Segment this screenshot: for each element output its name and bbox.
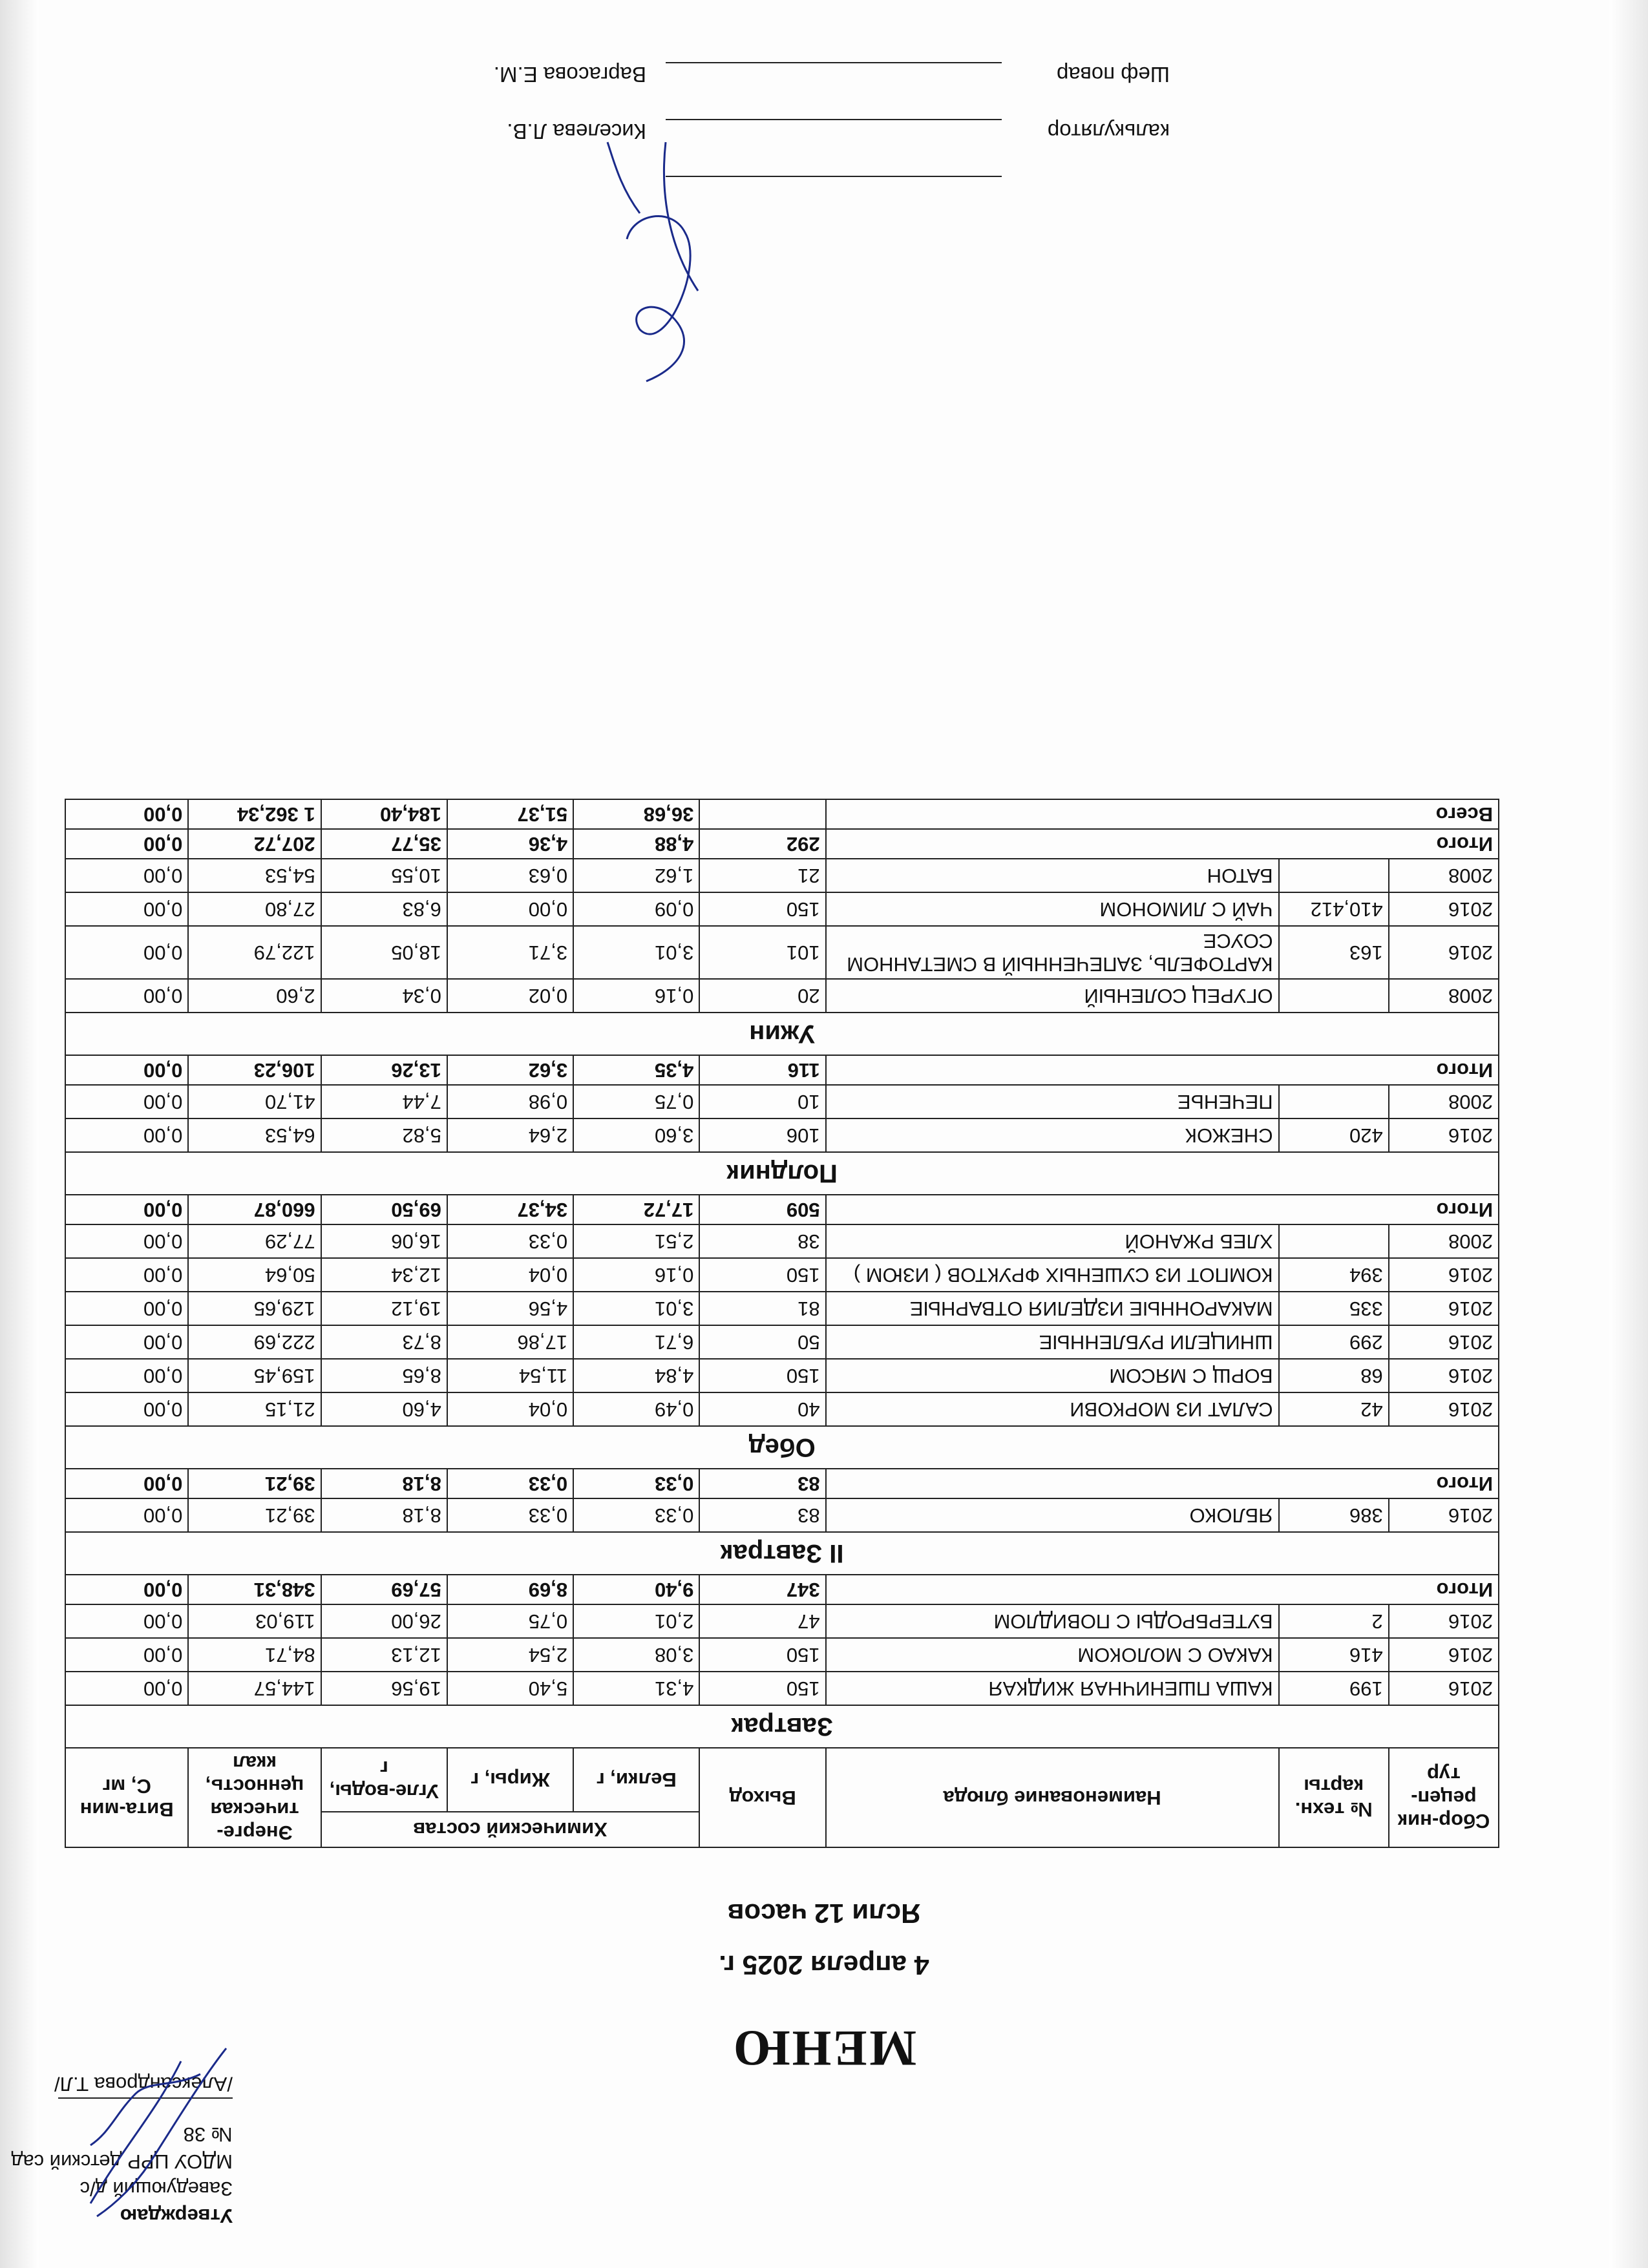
cell-dish-name: БОРЩ С МЯСОМ bbox=[826, 1359, 1279, 1392]
cell-dish-name: САЛАТ ИЗ МОРКОВИ bbox=[826, 1392, 1279, 1426]
cell-dish-name: ЯБЛОКО bbox=[826, 1498, 1279, 1532]
group-name: Ясли 12 часов bbox=[727, 1898, 921, 1929]
total-out: 347 bbox=[699, 1575, 825, 1604]
cell-source: 2008 bbox=[1389, 1224, 1499, 1258]
total-out: 509 bbox=[699, 1195, 825, 1224]
table-row bbox=[65, 1258, 1499, 1292]
header-output: Выход bbox=[699, 1748, 825, 1847]
cell-p: 1,62 bbox=[573, 859, 699, 892]
table-row bbox=[65, 926, 1499, 979]
cell-dish-name: ЧАЙ С ЛИМОНОМ bbox=[826, 892, 1279, 926]
cell-v: 0,00 bbox=[65, 1325, 188, 1359]
table-row bbox=[65, 1118, 1499, 1152]
grand-total-f: 51,37 bbox=[447, 799, 573, 829]
cell-v: 0,00 bbox=[65, 926, 188, 979]
section-title: II Завтрак bbox=[65, 1532, 1499, 1575]
cell-source: 2016 bbox=[1389, 1118, 1499, 1152]
total-v: 0,00 bbox=[65, 1055, 188, 1085]
cell-source: 2016 bbox=[1389, 1638, 1499, 1672]
cell-out: 20 bbox=[699, 979, 825, 1013]
cell-c: 0,34 bbox=[321, 979, 447, 1013]
cell-p: 2,01 bbox=[573, 1604, 699, 1638]
cell-e: 64,53 bbox=[188, 1118, 321, 1152]
cell-out: 21 bbox=[699, 859, 825, 892]
cell-card: 410,412 bbox=[1279, 892, 1389, 926]
cell-source: 2016 bbox=[1389, 1258, 1499, 1292]
cell-f: 0,33 bbox=[447, 1224, 573, 1258]
header-energy: Энерге-тическая ценность, ккал bbox=[188, 1748, 321, 1847]
total-p: 9,40 bbox=[573, 1575, 699, 1604]
total-f: 8,69 bbox=[447, 1575, 573, 1604]
cell-e: 119,03 bbox=[188, 1604, 321, 1638]
approval-org: МДОУ ЦРР детский сад № 38 bbox=[11, 2123, 233, 2173]
cell-card bbox=[1279, 859, 1389, 892]
cell-p: 3,01 bbox=[573, 926, 699, 979]
cell-p: 0,75 bbox=[573, 1085, 699, 1118]
cell-card bbox=[1279, 1224, 1389, 1258]
total-label: Итого bbox=[826, 1055, 1499, 1085]
total-p: 0,33 bbox=[573, 1469, 699, 1498]
calc-role: калькулятор bbox=[1047, 120, 1170, 143]
cell-e: 50,64 bbox=[188, 1258, 321, 1292]
cell-dish-name: БАТОН bbox=[826, 859, 1279, 892]
cell-v: 0,00 bbox=[65, 1258, 188, 1292]
grand-total-label: Всего bbox=[826, 799, 1499, 829]
cell-e: 2,60 bbox=[188, 979, 321, 1013]
chef-signature bbox=[562, 136, 776, 394]
total-c: 35,77 bbox=[321, 829, 447, 859]
cell-c: 19,12 bbox=[321, 1292, 447, 1325]
calc-name: Киселева Л.В. bbox=[507, 120, 646, 143]
cell-card: 299 bbox=[1279, 1325, 1389, 1359]
total-row bbox=[65, 1469, 1499, 1498]
table-row bbox=[65, 1604, 1499, 1638]
cell-v: 0,00 bbox=[65, 1498, 188, 1532]
cell-p: 0,16 bbox=[573, 1258, 699, 1292]
chef-name: Варгасова Е.М. bbox=[493, 63, 646, 87]
cell-f: 0,98 bbox=[447, 1085, 573, 1118]
total-label: Итого bbox=[826, 1469, 1499, 1498]
cell-c: 18,05 bbox=[321, 926, 447, 979]
table-row bbox=[65, 1292, 1499, 1325]
cell-f: 0,33 bbox=[447, 1498, 573, 1532]
cell-v: 0,00 bbox=[65, 892, 188, 926]
cell-v: 0,00 bbox=[65, 1224, 188, 1258]
cell-p: 2,51 bbox=[573, 1224, 699, 1258]
cell-v: 0,00 bbox=[65, 1292, 188, 1325]
cell-v: 0,00 bbox=[65, 1638, 188, 1672]
cell-out: 150 bbox=[699, 892, 825, 926]
cell-p: 4,31 bbox=[573, 1672, 699, 1705]
total-c: 57,69 bbox=[321, 1575, 447, 1604]
cell-dish-name: КОМПОТ ИЗ СУШЕНЫХ ФРУКТОВ ( ИЗЮМ ) bbox=[826, 1258, 1279, 1292]
table-row bbox=[65, 1085, 1499, 1118]
table-header-row bbox=[65, 1812, 1499, 1847]
cell-e: 159,45 bbox=[188, 1359, 321, 1392]
cell-source: 2008 bbox=[1389, 859, 1499, 892]
total-p: 17,72 bbox=[573, 1195, 699, 1224]
cell-card bbox=[1279, 1085, 1389, 1118]
cell-e: 129,65 bbox=[188, 1292, 321, 1325]
cell-v: 0,00 bbox=[65, 1604, 188, 1638]
cell-dish-name: ХЛЕБ РЖАНОЙ bbox=[826, 1224, 1279, 1258]
cell-e: 39,21 bbox=[188, 1498, 321, 1532]
table-row bbox=[65, 1359, 1499, 1392]
total-row bbox=[65, 1055, 1499, 1085]
cell-f: 0,63 bbox=[447, 859, 573, 892]
total-row bbox=[65, 1575, 1499, 1604]
grand-total-e: 1 362,34 bbox=[188, 799, 321, 829]
cell-c: 12,13 bbox=[321, 1638, 447, 1672]
table-row bbox=[65, 1498, 1499, 1532]
cell-source: 2016 bbox=[1389, 1292, 1499, 1325]
cell-c: 4,60 bbox=[321, 1392, 447, 1426]
header-carbs: Угле-воды, г bbox=[321, 1748, 447, 1812]
cell-source: 2016 bbox=[1389, 926, 1499, 979]
total-e: 660,87 bbox=[188, 1195, 321, 1224]
cell-v: 0,00 bbox=[65, 1392, 188, 1426]
cell-out: 106 bbox=[699, 1118, 825, 1152]
cell-p: 0,49 bbox=[573, 1392, 699, 1426]
cell-source: 2016 bbox=[1389, 1359, 1499, 1392]
cell-card: 394 bbox=[1279, 1258, 1389, 1292]
section-header-row bbox=[65, 1013, 1499, 1055]
cell-out: 150 bbox=[699, 1359, 825, 1392]
cell-card: 2 bbox=[1279, 1604, 1389, 1638]
cell-c: 10,55 bbox=[321, 859, 447, 892]
grand-total-row bbox=[65, 799, 1499, 829]
cell-f: 0,02 bbox=[447, 979, 573, 1013]
chef-signature-line bbox=[666, 62, 1002, 83]
header-chem: Химический состав bbox=[321, 1812, 700, 1847]
cell-c: 19,56 bbox=[321, 1672, 447, 1705]
cell-p: 3,01 bbox=[573, 1292, 699, 1325]
chef-role: Шеф повар bbox=[1056, 63, 1170, 87]
cell-out: 150 bbox=[699, 1638, 825, 1672]
grand-total-v: 0,00 bbox=[65, 799, 188, 829]
cell-source: 2016 bbox=[1389, 1604, 1499, 1638]
total-c: 8,18 bbox=[321, 1469, 447, 1498]
cell-e: 122,79 bbox=[188, 926, 321, 979]
total-row bbox=[65, 1195, 1499, 1224]
total-e: 39,21 bbox=[188, 1469, 321, 1498]
cell-source: 2016 bbox=[1389, 1672, 1499, 1705]
cell-f: 3,71 bbox=[447, 926, 573, 979]
cell-c: 7,44 bbox=[321, 1085, 447, 1118]
table-row bbox=[65, 1325, 1499, 1359]
total-v: 0,00 bbox=[65, 829, 188, 859]
cell-f: 11,54 bbox=[447, 1359, 573, 1392]
table-row bbox=[65, 979, 1499, 1013]
cell-source: 2016 bbox=[1389, 1325, 1499, 1359]
cell-dish-name: ПЕЧЕНЬЕ bbox=[826, 1085, 1279, 1118]
total-out: 116 bbox=[699, 1055, 825, 1085]
grand-total-out bbox=[699, 799, 825, 829]
cell-v: 0,00 bbox=[65, 859, 188, 892]
cell-e: 84,71 bbox=[188, 1638, 321, 1672]
cell-source: 2016 bbox=[1389, 892, 1499, 926]
total-f: 3,62 bbox=[447, 1055, 573, 1085]
table-row bbox=[65, 1392, 1499, 1426]
cell-f: 2,54 bbox=[447, 1638, 573, 1672]
cell-dish-name: КАРТОФЕЛЬ, ЗАПЕЧЕННЫЙ В СМЕТАННОМ СОУСЕ bbox=[826, 926, 1279, 979]
cell-c: 5,82 bbox=[321, 1118, 447, 1152]
table-row bbox=[65, 859, 1499, 892]
table-row bbox=[65, 1224, 1499, 1258]
cell-f: 2,64 bbox=[447, 1118, 573, 1152]
cell-c: 12,34 bbox=[321, 1258, 447, 1292]
cell-c: 16,06 bbox=[321, 1224, 447, 1258]
cell-p: 0,33 bbox=[573, 1498, 699, 1532]
table-row bbox=[65, 892, 1499, 926]
cell-e: 21,15 bbox=[188, 1392, 321, 1426]
approval-label: Утверждаю bbox=[120, 2205, 233, 2227]
cell-dish-name: ОГУРЕЦ СОЛЕНЫЙ bbox=[826, 979, 1279, 1013]
header-vitamin: Вита-мин С, мг bbox=[65, 1748, 188, 1847]
section-header-row bbox=[65, 1705, 1499, 1748]
cell-p: 0,16 bbox=[573, 979, 699, 1013]
cell-card: 68 bbox=[1279, 1359, 1389, 1392]
cell-card: 386 bbox=[1279, 1498, 1389, 1532]
cell-out: 83 bbox=[699, 1498, 825, 1532]
page-title: МЕНЮ bbox=[731, 2021, 917, 2077]
cell-v: 0,00 bbox=[65, 1359, 188, 1392]
cell-p: 6,71 bbox=[573, 1325, 699, 1359]
header-fat: Жиры, г bbox=[447, 1748, 573, 1812]
cell-source: 2008 bbox=[1389, 1085, 1499, 1118]
total-f: 0,33 bbox=[447, 1469, 573, 1498]
cell-dish-name: КАША ПШЕНИЧНАЯ ЖИДКАЯ bbox=[826, 1672, 1279, 1705]
cell-out: 10 bbox=[699, 1085, 825, 1118]
cell-card: 335 bbox=[1279, 1292, 1389, 1325]
total-e: 106,23 bbox=[188, 1055, 321, 1085]
cell-dish-name: МАКАРОННЫЕ ИЗДЕЛИЯ ОТВАРНЫЕ bbox=[826, 1292, 1279, 1325]
cell-e: 27,80 bbox=[188, 892, 321, 926]
cell-e: 41,70 bbox=[188, 1085, 321, 1118]
signature-row-chef bbox=[330, 62, 1170, 119]
cell-out: 47 bbox=[699, 1604, 825, 1638]
cell-card bbox=[1279, 979, 1389, 1013]
total-v: 0,00 bbox=[65, 1469, 188, 1498]
total-label: Итого bbox=[826, 829, 1499, 859]
cell-out: 38 bbox=[699, 1224, 825, 1258]
cell-c: 8,73 bbox=[321, 1325, 447, 1359]
cell-v: 0,00 bbox=[65, 1672, 188, 1705]
approval-position: Заведующий д/с bbox=[79, 2178, 233, 2200]
total-c: 69,50 bbox=[321, 1195, 447, 1224]
section-title: Завтрак bbox=[65, 1705, 1499, 1748]
cell-source: 2016 bbox=[1389, 1392, 1499, 1426]
grand-total-p: 36,68 bbox=[573, 799, 699, 829]
menu-date: 4 апреля 2025 г. bbox=[719, 1950, 929, 1980]
cell-p: 0,09 bbox=[573, 892, 699, 926]
cell-card: 42 bbox=[1279, 1392, 1389, 1426]
cell-out: 50 bbox=[699, 1325, 825, 1359]
total-row bbox=[65, 829, 1499, 859]
total-f: 34,37 bbox=[447, 1195, 573, 1224]
cell-f: 17,86 bbox=[447, 1325, 573, 1359]
total-label: Итого bbox=[826, 1575, 1499, 1604]
cell-f: 0,04 bbox=[447, 1258, 573, 1292]
grand-total-c: 184,40 bbox=[321, 799, 447, 829]
total-out: 83 bbox=[699, 1469, 825, 1498]
cell-c: 26,00 bbox=[321, 1604, 447, 1638]
menu-table bbox=[65, 799, 1499, 1848]
menu-body bbox=[65, 799, 1499, 1748]
cell-out: 150 bbox=[699, 1258, 825, 1292]
total-p: 4,35 bbox=[573, 1055, 699, 1085]
cell-v: 0,00 bbox=[65, 1085, 188, 1118]
cell-e: 222,69 bbox=[188, 1325, 321, 1359]
cell-c: 6,83 bbox=[321, 892, 447, 926]
cell-card: 420 bbox=[1279, 1118, 1389, 1152]
cell-f: 0,04 bbox=[447, 1392, 573, 1426]
cell-source: 2016 bbox=[1389, 1498, 1499, 1532]
table-row bbox=[65, 1638, 1499, 1672]
approval-name: /Александрова Т.Л/ bbox=[54, 2073, 233, 2095]
header-protein: Белки, г bbox=[573, 1748, 699, 1812]
cell-f: 0,00 bbox=[447, 892, 573, 926]
cell-c: 8,65 bbox=[321, 1359, 447, 1392]
total-label: Итого bbox=[826, 1195, 1499, 1224]
section-header-row bbox=[65, 1152, 1499, 1195]
cell-e: 77,29 bbox=[188, 1224, 321, 1258]
section-title: Ужин bbox=[65, 1013, 1499, 1055]
cell-dish-name: ШНИЦЕЛИ РУБЛЕННЫЕ bbox=[826, 1325, 1279, 1359]
cell-out: 150 bbox=[699, 1672, 825, 1705]
total-v: 0,00 bbox=[65, 1195, 188, 1224]
cell-p: 4,84 bbox=[573, 1359, 699, 1392]
cell-f: 0,75 bbox=[447, 1604, 573, 1638]
cell-e: 54,53 bbox=[188, 859, 321, 892]
cell-f: 4,56 bbox=[447, 1292, 573, 1325]
cell-p: 3,08 bbox=[573, 1638, 699, 1672]
total-v: 0,00 bbox=[65, 1575, 188, 1604]
cell-dish-name: СНЕЖОК bbox=[826, 1118, 1279, 1152]
total-e: 207,72 bbox=[188, 829, 321, 859]
cell-e: 144,57 bbox=[188, 1672, 321, 1705]
section-header-row bbox=[65, 1426, 1499, 1469]
cell-dish-name: БУТЕРБРОДЫ С ПОВИДЛОМ bbox=[826, 1604, 1279, 1638]
total-c: 13,26 bbox=[321, 1055, 447, 1085]
header-card: № техн. карты bbox=[1279, 1748, 1389, 1847]
total-p: 4,88 bbox=[573, 829, 699, 859]
section-title: Полдник bbox=[65, 1152, 1499, 1195]
total-f: 4,36 bbox=[447, 829, 573, 859]
cell-dish-name: КАКАО С МОЛОКОМ bbox=[826, 1638, 1279, 1672]
cell-out: 101 bbox=[699, 926, 825, 979]
cell-v: 0,00 bbox=[65, 1118, 188, 1152]
header-name: Наименование блюда bbox=[826, 1748, 1279, 1847]
cell-card: 199 bbox=[1279, 1672, 1389, 1705]
header-source: Сбор-ник рецеп-тур bbox=[1389, 1748, 1499, 1847]
cell-f: 5,40 bbox=[447, 1672, 573, 1705]
section-header-row bbox=[65, 1532, 1499, 1575]
total-out: 292 bbox=[699, 829, 825, 859]
section-title: Обед bbox=[65, 1426, 1499, 1469]
cell-out: 81 bbox=[699, 1292, 825, 1325]
cell-source: 2008 bbox=[1389, 979, 1499, 1013]
table-row bbox=[65, 1672, 1499, 1705]
cell-card: 416 bbox=[1279, 1638, 1389, 1672]
total-e: 348,31 bbox=[188, 1575, 321, 1604]
cell-c: 8,18 bbox=[321, 1498, 447, 1532]
cell-out: 40 bbox=[699, 1392, 825, 1426]
cell-card: 163 bbox=[1279, 926, 1389, 979]
cell-p: 3,60 bbox=[573, 1118, 699, 1152]
cell-v: 0,00 bbox=[65, 979, 188, 1013]
